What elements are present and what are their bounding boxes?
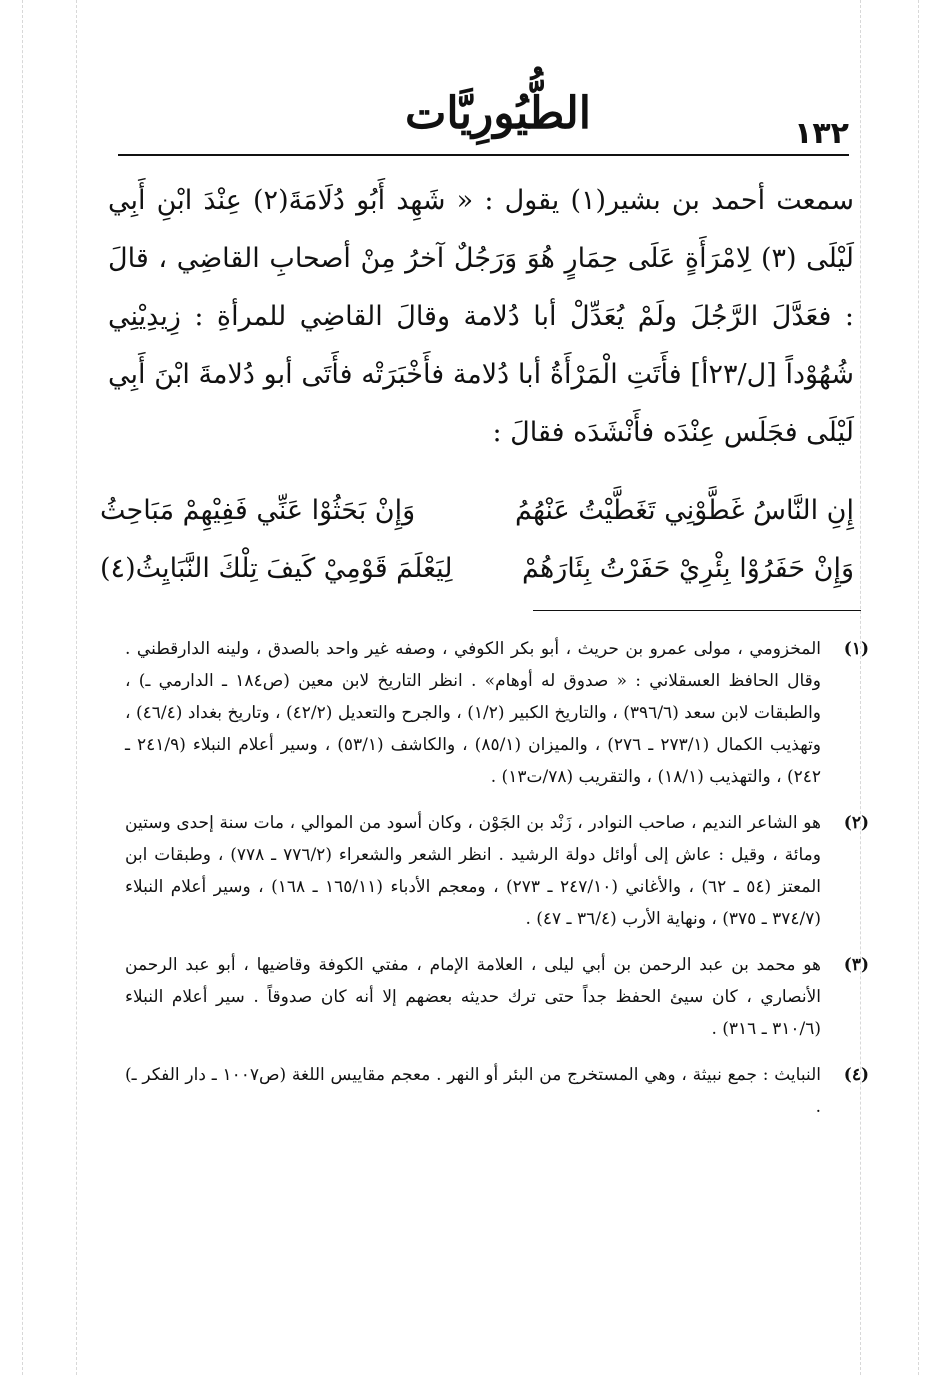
page-number: ١٣٢: [794, 116, 849, 151]
poem-first-hemistich: وَإِنْ حَفَرُوْا بِئْرِيْ حَفَرْتُ بِئَارَهُمْ: [522, 553, 854, 584]
footnote-number: (١): [843, 639, 869, 659]
scan-margin-line: [22, 0, 23, 1375]
main-text: [108, 172, 854, 462]
poem: [100, 482, 854, 598]
footnote-text: هو محمد بن عبد الرحمن بن أبي ليلى ، العلامة الإمام ، مفتي الكوفة وقاضيها ، أبو عبد الرحمن الأنصاري ، كان سيئ الحفظ جداً حتى ترك حديثه بعضهم إلا أنه كان صدوقاً . سير أعلام النبلاء (٣١٠/٦ ـ ٣١٦) .: [125, 955, 821, 1039]
footnote-number: (٢): [843, 813, 869, 833]
footnote-separator: [533, 610, 861, 611]
scan-margin-line: [918, 0, 919, 1375]
footnote-text: النبايث : جمع نبيثة ، وهي المستخرج من البئر أو النهر . معجم مقاييس اللغة (ص١٠٠٧ ـ دار الفكر ـ) .: [125, 1065, 821, 1117]
footnote: [125, 633, 869, 793]
running-title: الطُّيُورِيَّات: [404, 88, 592, 139]
footnotes: [125, 633, 869, 1137]
footnote-text: المخزومي ، مولى عمرو بن حريث ، أبو بكر الكوفي ، وصفه غير واحد بالصدق ، ولينه الدارقطني . وقال الحافظ العسقلاني : « صدوق له أوهام» . انظر التاريخ لابن معين (ص١٨٤ ـ الدارمي ـ) ، والطبقات لابن سعد (٣٩٦/٦) ، والتاريخ الكبير (١/٢) ، والجرح والتعديل (٤٢/٢) ، وتاريخ بغداد (٤٦/٤) ، وتهذيب الكمال (٢٧٣/١ ـ ٢٧٦) ، والميزان (٨٥/١) ، والكاشف (٥٣/١) ، وسير أعلام النبلاء (٢٤١/٩ ـ ٢٤٢) ، والتهذيب (١٨/١) ، والتقريب (٧٨/ت١٣) .: [125, 639, 822, 787]
footnote-number: (٤): [843, 1065, 869, 1085]
poem-second-hemistich: وَإِنْ بَحَثُوْا عَنِّي فَفِيْهِمْ مَبَاحِثُ: [100, 495, 416, 526]
footnote: [125, 1059, 869, 1123]
poem-verse: [100, 482, 854, 540]
footnote: [125, 949, 869, 1045]
header-rule: [118, 154, 849, 156]
poem-second-hemistich: لِيَعْلَمَ قَوْمِيْ كَيفَ تِلْكَ النَّبَايِثُ(٤): [100, 553, 453, 584]
poem-first-hemistich: إِنِ النَّاسُ غَطَّوْنِي تَغَطَّيْتُ عَنْهُمُ: [515, 495, 854, 526]
main-paragraph: سمعت أحمد بن بشير(١) يقول : « شَهِد أَبُو دُلَامَةَ(٢) عِنْدَ ابْنِ أَبِي لَيْلَى (٣) لِامْرَأَةٍ عَلَى حِمَارٍ هُوَ وَرَجُلٌ آخرُ مِنْ أصحابِ القاضِي ، قالَ : فعَدَّلَ الرَّجُلَ ولَمْ يُعَدِّلْ أبا دُلامة وقالَ القاضِي للمرأةِ : زِيدِيْنِي شُهُوْداً [ل/٢٣أ] فأَتَتِ الْمَرْأَةُ أبا دُلامة فأَخْبَرَتْه فأَتَى أبو دُلامةَ ابْنَ أَبِي لَيْلَى فجَلَس عِنْدَه فأَنْشَدَه فقالَ :: [108, 185, 855, 448]
page-header: [118, 80, 849, 160]
footnote-text: هو الشاعر النديم ، صاحب النوادر ، زَنْد بن الجَوْن ، وكان أسود من الموالي ، مات سنة إحدى وستين ومائة ، وقيل : عاش إلى أوائل دولة الرشيد . انظر الشعر والشعراء (٧٧٦/٢ ـ ٧٧٨) ، وطبقات ابن المعتز (٥٤ ـ ٦٢) ، والأغاني (٢٤٧/١٠ ـ ٢٧٣) ، ومعجم الأدباء (١٦٥/١١ ـ ١٦٨) ، وسير أعلام النبلاء (٣٧٤/٧ ـ ٣٧٥) ، ونهاية الأرب (٣٦/٤ ـ ٤٧) .: [125, 813, 821, 929]
footnote: [125, 807, 869, 935]
scan-margin-line: [76, 0, 77, 1375]
footnote-number: (٣): [843, 955, 869, 975]
poem-verse: [100, 540, 854, 598]
